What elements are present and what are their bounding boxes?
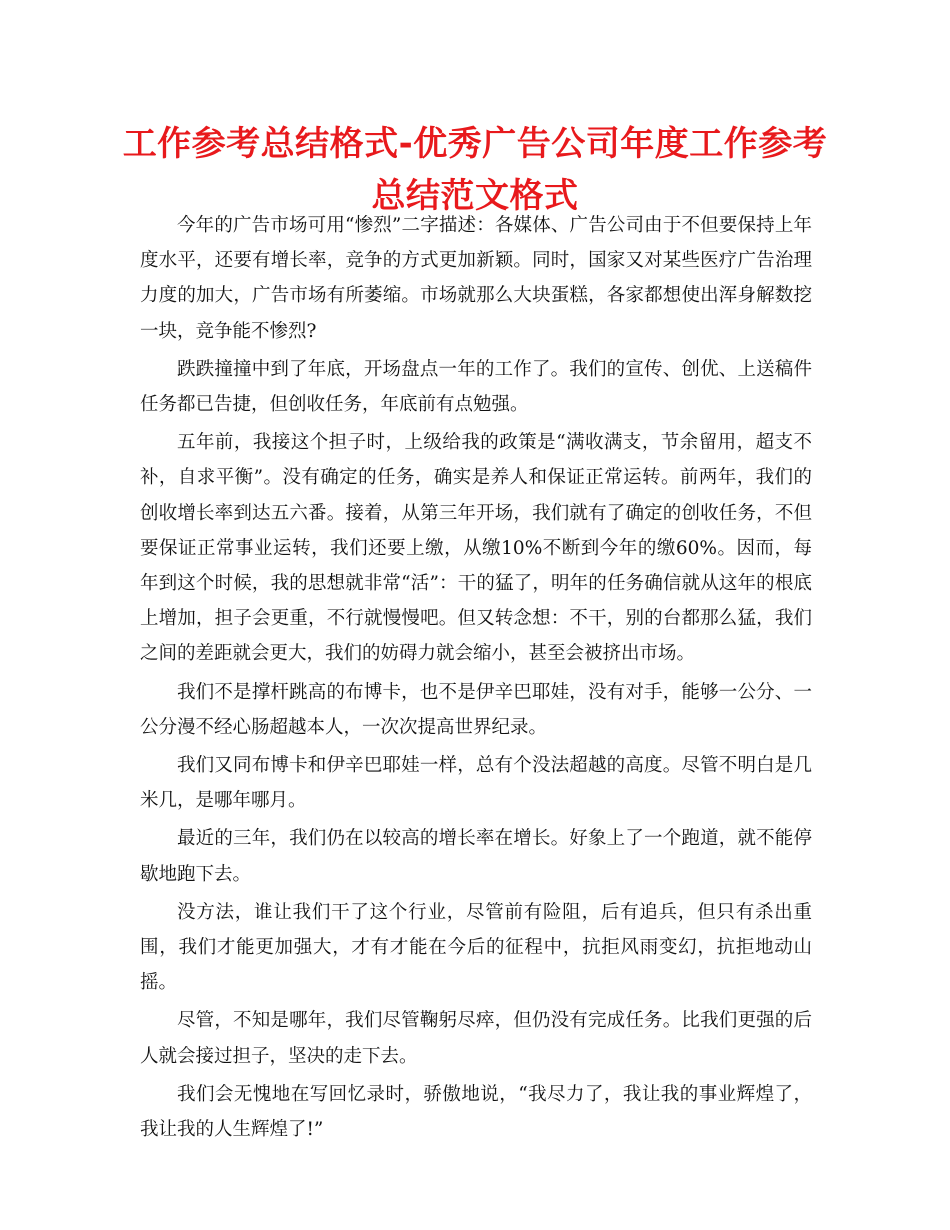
paragraph: 尽管，不知是哪年，我们尽管鞠躬尽瘁，但仍没有完成任务。比我们更强的后人就会接过担子，坚决的走下去。 (140, 1010, 812, 1067)
paragraph: 五年前，我接这个担子时，上级给我的政策是“满收满支，节余留用，超支不补，自求平衡”。没有确定的任务，确实是养人和保证正常运转。前两年，我们的创收增长率到达五六番。接着，从第三年开场，我们就有了确定的创收任务，不但要保证正常事业运转，我们还要上缴，从缴10%不断到今年的缴60%。因而，每年到这个时候，我的思想就非常“活”：干的猛了，明年的任务确信就从这年的根底上增加，担子会更重，不行就慢慢吧。但又转念想：不干，别的台都那么猛，我们之间的差距就会更大，我们的妨碍力就会缩小，甚至会被挤出市场。 (140, 432, 812, 665)
document-body (140, 208, 812, 1150)
paragraph: 最近的三年，我们仍在以较高的增长率在增长。好象上了一个跑道，就不能停歇地跑下去。 (140, 828, 812, 885)
paragraph: 跌跌撞撞中到了年底，开场盘点一年的工作了。我们的宣传、创优、上送稿件任务都已告捷，但创收任务，年底前有点勉强。 (140, 358, 812, 416)
paragraph: 没方法，谁让我们干了这个行业，尽管前有险阻，后有追兵，但只有杀出重围，我们才能更加强大，才有才能在今后的征程中，抗拒风雨变幻，抗拒地动山摇。 (140, 901, 812, 994)
paragraph: 我们不是撑杆跳高的布博卡，也不是伊辛巴耶娃，没有对手，能够一公分、一公分漫不经心肠超越本人，一次次提高世界纪录。 (140, 681, 812, 738)
paragraph: 我们会无愧地在写回忆录时，骄傲地说，“我尽力了，我让我的事业辉煌了，我让我的人生辉煌了!” (140, 1083, 812, 1141)
paragraph: 今年的广告市场可用“惨烈”二字描述：各媒体、广告公司由于不但要保持上年度水平，还要有增长率，竞争的方式更加新颖。同时，国家又对某些医疗广告治理力度的加大，广告市场有所萎缩。市场就那么大块蛋糕，各家都想使出浑身解数挖一块，竞争能不惨烈? (140, 215, 812, 342)
document-title: 工作参考总结格式-优秀广告公司年度工作参考总结范文格式 (122, 124, 828, 216)
paragraph: 我们又同布博卡和伊辛巴耶娃一样，总有个没法超越的高度。尽管不明白是几米几，是哪年哪月。 (140, 755, 812, 812)
